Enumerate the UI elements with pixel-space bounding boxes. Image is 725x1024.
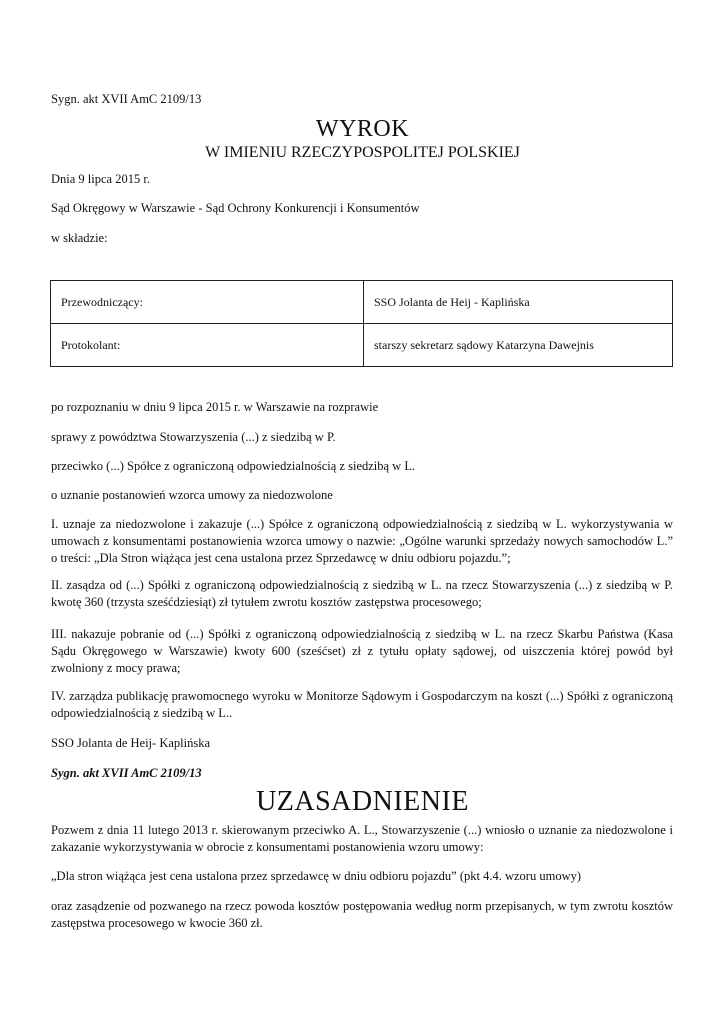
judgment-date: Dnia 9 lipca 2015 r. bbox=[51, 172, 150, 186]
panel-role-cell: Protokolant: bbox=[51, 324, 364, 367]
panel-name-cell: SSO Jolanta de Heij - Kaplińska bbox=[364, 281, 673, 324]
judge-signature: SSO Jolanta de Heij- Kaplińska bbox=[51, 736, 211, 750]
ruling-point-2: II. zasądza od (...) Spółki z ograniczoną odpowiedzialnością z siedzibą w L. na rzecz Stowarzyszenia (...) z siedzibą w P. kwotę 360 (trzysta sześćdziesiąt) zł tytułem zwrotu kosztów zastępstwa procesowego; bbox=[51, 578, 673, 609]
table-row bbox=[51, 324, 673, 367]
justification-case-number: Sygn. akt XVII AmC 2109/13 bbox=[51, 766, 202, 780]
court-panel-table bbox=[50, 280, 673, 367]
composition-label: w składzie: bbox=[51, 231, 108, 245]
intro-hearing: po rozpoznaniu w dniu 9 lipca 2015 r. w Warszawie na rozprawie bbox=[51, 400, 379, 414]
ruling-point-3: III. nakazuje pobranie od (...) Spółki z ograniczoną odpowiedzialnością z siedzibą w L. na rzecz Skarbu Państwa (Kasa Sądu Okręgowego w Warszawie) kwoty 600 (sześćset) zł z tytułu opłaty sądowej, od uiszczenia której powód był zwolniony z mocy prawa; bbox=[51, 627, 673, 675]
court-name: Sąd Okręgowy w Warszawie - Sąd Ochrony Konkurencji i Konsumentów bbox=[51, 201, 420, 215]
justification-quote: „Dla stron wiążąca jest cena ustalona przez sprzedawcę w dniu odbioru pojazdu” (pkt 4.4. wzoru umowy) bbox=[51, 869, 582, 883]
judgment-subtitle: W IMIENIU RZECZYPOSPOLITEJ POLSKIEJ bbox=[205, 144, 520, 161]
intro-subject: o uznanie postanowień wzorca umowy za niedozwolone bbox=[51, 488, 333, 502]
intro-defendant: przeciwko (...) Spółce z ograniczoną odpowiedzialnością z siedzibą w L. bbox=[51, 459, 416, 473]
ruling-point-1: I. uznaje za niedozwolone i zakazuje (...) Spółce z ograniczoną odpowiedzialnością z siedzibą w L. wykorzystywania w umowach z konsumentami postanowienia wzorca umowy o nazwie: „Ogólne warunki sprzedaży nowych samochodów L.” o treści: „Dla Stron wiążąca jest cena ustalona przez Sprzedawcę w dniu odbioru pojazdu.”; bbox=[51, 517, 673, 565]
judgment-title: WYROK bbox=[315, 116, 410, 142]
case-number: Sygn. akt XVII AmC 2109/13 bbox=[51, 92, 202, 106]
intro-claimant: sprawy z powództwa Stowarzyszenia (...) z siedzibą w P. bbox=[51, 430, 336, 444]
table-row bbox=[51, 281, 673, 324]
justification-paragraph-1: Pozwem z dnia 11 lutego 2013 r. skierowanym przeciwko A. L., Stowarzyszenie (...) wniosło o uznanie za niedozwolone i zakazanie wykorzystywania w obrocie z konsumentami postanowienia wzoru umowy: bbox=[51, 823, 673, 854]
justification-title: UZASADNIENIE bbox=[256, 786, 469, 817]
panel-role-cell: Przewodniczący: bbox=[51, 281, 364, 324]
panel-name-cell: starszy sekretarz sądowy Katarzyna Dawejnis bbox=[364, 324, 673, 367]
justification-paragraph-3: oraz zasądzenie od pozwanego na rzecz powoda kosztów postępowania według norm przepisanych, w tym zwrotu kosztów zastępstwa procesowego w kwocie 360 zł. bbox=[51, 899, 673, 930]
ruling-point-4: IV. zarządza publikację prawomocnego wyroku w Monitorze Sądowym i Gospodarczym na koszt (...) Spółki z ograniczoną odpowiedzialnością z siedzibą w L.. bbox=[51, 689, 673, 720]
